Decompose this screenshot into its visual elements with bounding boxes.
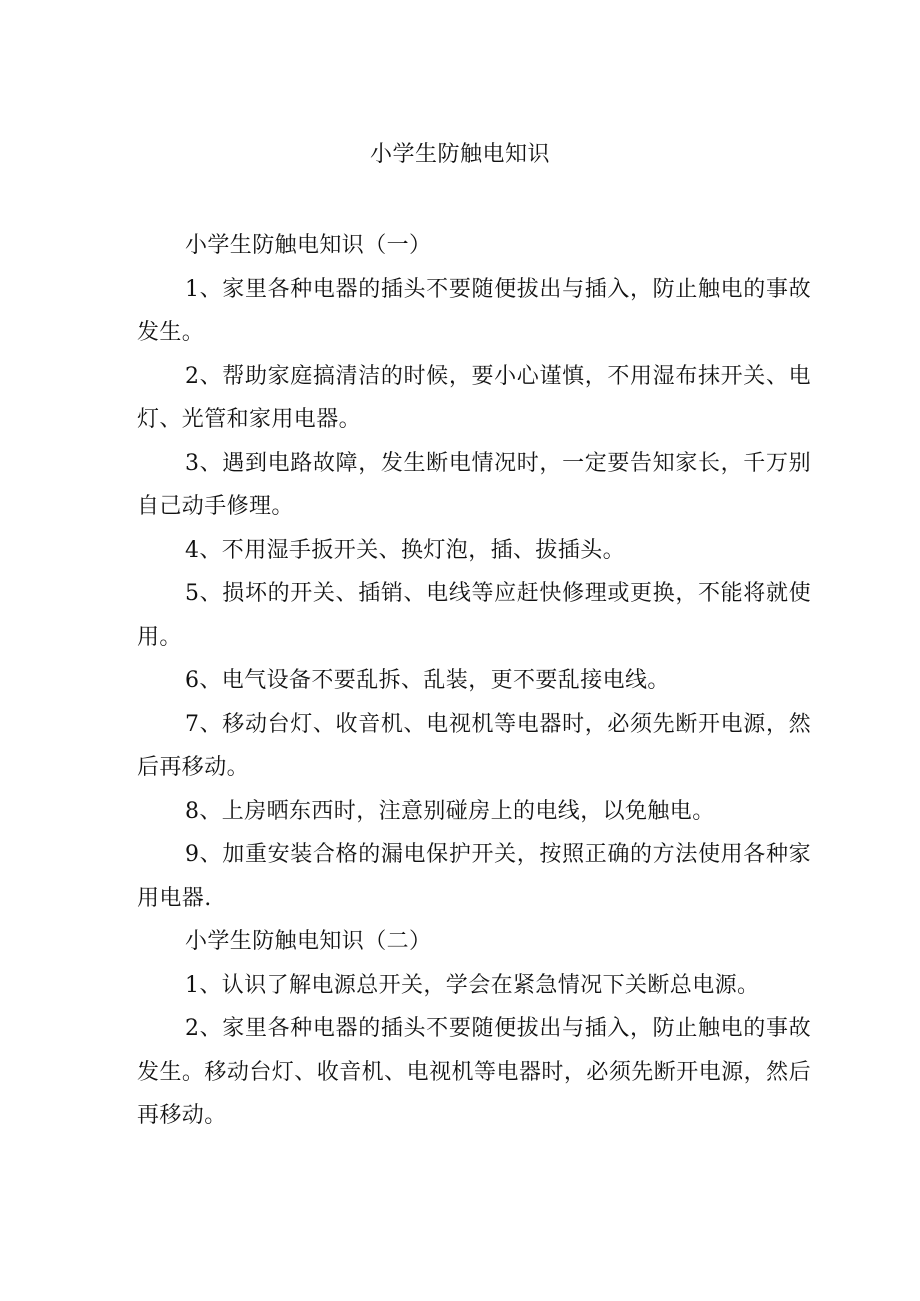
- paragraph-item-7: 7、移动台灯、收音机、电视机等电器时，必须先断开电源，然后再移动。: [137, 711, 811, 780]
- paragraph-item-8: 8、上房晒东西时，注意别碰房上的电线，以免触电。: [185, 798, 715, 824]
- paragraph-item-3: 3、遇到电路故障，发生断电情况时，一定要告知家长，千万别自己动手修理。: [137, 450, 811, 519]
- document-title: 小学生防触电知识: [369, 142, 550, 167]
- paragraph-item-1: 1、家里各种电器的插头不要随便拔出与插入，防止触电的事故发生。: [137, 276, 811, 345]
- paragraph-item-6: 6、电气设备不要乱拆、乱装，更不要乱接电线。: [185, 668, 670, 693]
- section-heading-1: 小学生防触电知识（一）: [185, 233, 432, 258]
- document-body: [137, 224, 811, 1138]
- paragraph-item-4: 4、不用湿手扳开关、换灯泡，插、拔插头。: [185, 537, 625, 563]
- section-heading-2: 小学生防触电知识（二）: [185, 929, 432, 954]
- paragraph-item-2-2: 2、家里各种电器的插头不要随便拔出与插入，防止触电的事故发生。移动台灯、收音机、电视机等电器时，必须先断开电源，然后再移动。: [137, 1016, 811, 1128]
- paragraph-item-9: 9、加重安装合格的漏电保护开关，按照正确的方法使用各种家用电器.: [137, 842, 811, 911]
- paragraph-item-5: 5、损坏的开关、插销、电线等应赶快修理或更换，不能将就使用。: [137, 581, 811, 650]
- paragraph-item-2: 2、帮助家庭搞清洁的时候，要小心谨慎，不用湿布抹开关、电灯、光管和家用电器。: [137, 363, 811, 432]
- paragraph-item-2-1: 1、认识了解电源总开关，学会在紧急情况下关断总电源。: [185, 972, 760, 998]
